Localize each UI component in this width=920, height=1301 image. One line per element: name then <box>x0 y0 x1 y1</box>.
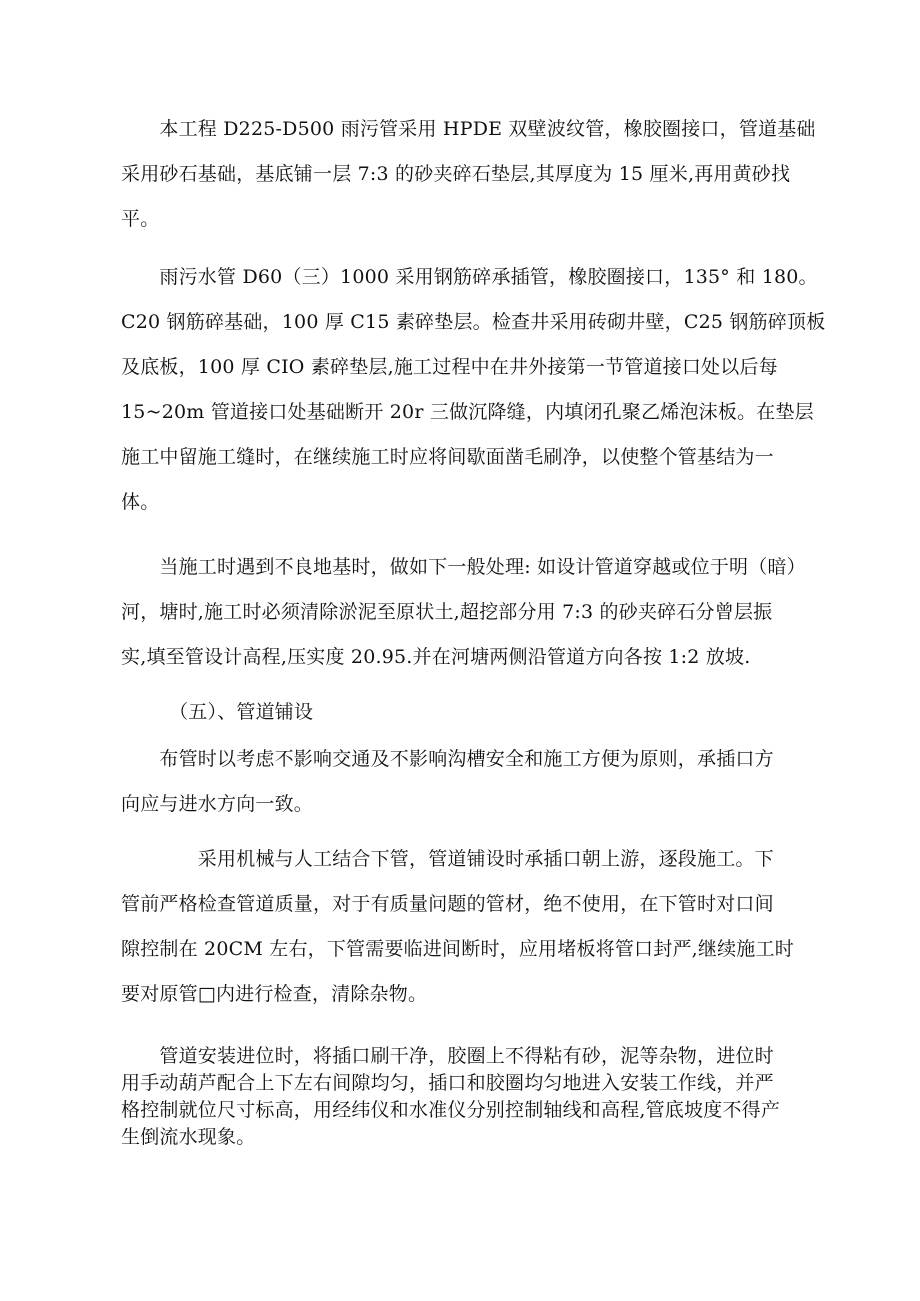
text-line: 实,填至管设计高程,压实度 20.95.并在河塘两侧沿管道方向各按 1:2 放坡. <box>121 646 751 668</box>
text-line: 生倒流水现象。 <box>121 1126 256 1148</box>
text-line: 采用砂石基础，基底铺一层 7:3 的砂夹碎石垫层,其厚度为 15 厘米,再用黄砂找 <box>121 163 791 185</box>
text-line: 要对原管□内进行检查，清除杂物。 <box>121 983 428 1005</box>
text-line: 15~20m 管道接口处基础断开 20r 三做沉降缝，内填闭孔聚乙烯泡沫板。在垫层 <box>121 401 814 423</box>
paragraph-4 <box>121 737 821 827</box>
text-line: 管道安装进位时，将插口刷干净，胶圈上不得粘有砂，泥等杂物，进位时 <box>121 1045 774 1067</box>
text-line: 雨污水管 D60（三）1000 采用钢筋碎承插管，橡胶圈接口，135° 和 180。 <box>121 266 818 288</box>
text-line: 布管时以考虑不影响交通及不影响沟槽安全和施工方便为原则，承插口方 <box>121 748 774 770</box>
text-line: 格控制就位尺寸标高，用经纬仪和水准仪分别控制轴线和高程,管底坡度不得产 <box>121 1099 781 1121</box>
text-line: 施工中留施工缝时，在继续施工时应将间歇面凿毛刷净，以使整个管基结为一 <box>121 446 774 468</box>
text-line: 隙控制在 20CM 左右，下管需要临进间断时，应用堵板将管口封严,继续施工时 <box>121 938 794 960</box>
text-line: 及底板，100 厚 CIO 素碎垫层,施工过程中在井外接第一节管道接口处以后每 <box>121 356 778 378</box>
text-line: 采用机械与人工结合下管，管道铺设时承插口朝上游，逐段施工。下 <box>121 848 774 870</box>
section-heading <box>121 690 821 735</box>
paragraph-2 <box>121 255 826 525</box>
heading-line: （五）、管道铺设 <box>121 701 314 723</box>
text-line: 本工程 D225-D500 雨污管采用 HPDE 双壁波纹管，橡胶圈接口，管道基础 <box>121 118 816 140</box>
paragraph-6 <box>121 1043 821 1151</box>
text-line: 河，塘时,施工时必须清除淤泥至原状土,超挖部分用 7:3 的砂夹碎石分曾层振 <box>121 601 773 623</box>
text-line: C20 钢筋碎基础，100 厚 C15 素碎垫层。检查井采用砖砌井壁，C25 钢筋碎顶板 <box>121 311 826 333</box>
text-line: 平。 <box>121 208 160 230</box>
text-line: 管前严格检查管道质量，对于有质量问题的管材，绝不使用，在下管时对口间 <box>121 893 774 915</box>
paragraph-3 <box>121 545 821 680</box>
text-line: 向应与进水方向一致。 <box>121 793 314 815</box>
text-line: 用手动葫芦配合上下左右间隙均匀，插口和胶圈均匀地进入安装工作线，并严 <box>121 1072 774 1094</box>
paragraph-1 <box>121 107 821 242</box>
text-line: 当施工时遇到不良地基时，做如下一般处理: 如设计管道穿越或位于明（暗） <box>121 556 806 578</box>
paragraph-5 <box>121 837 821 1017</box>
text-line: 体。 <box>121 491 160 513</box>
